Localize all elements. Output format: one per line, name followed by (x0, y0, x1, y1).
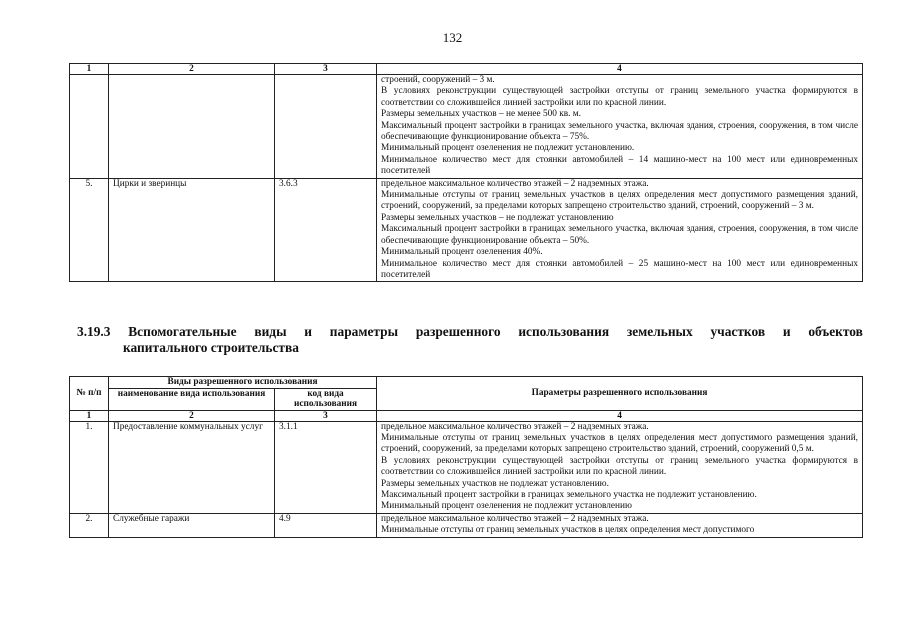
param-line: Максимальный процент застройки в границах земельного участка, включая здания, строения, сооружения, в том числе обеспечивающие функционирование объекта – 75%. (381, 120, 858, 143)
header-use-code: код вида использования (275, 388, 377, 410)
param-line: В условиях реконструкции существующей застройки отступы от границ земельного участка формируются в соответствии со сложившейся линией застройки или по красной линии. (381, 455, 859, 478)
params-cell (377, 178, 863, 282)
column-number: 2 (109, 64, 275, 75)
use-code (275, 75, 377, 179)
param-line: Размеры земельных участков – не менее 500 кв. м. (381, 109, 581, 120)
header-num: № п/п (70, 377, 109, 411)
column-number: 3 (275, 64, 377, 75)
heading-word: виды (254, 324, 287, 339)
table-row (70, 75, 863, 179)
params-cell (377, 75, 863, 179)
param-line: Максимальный процент застройки в границах земельного участка, включая здания, строения, сооружения, в том числе обеспечивающие функционирование объекта – 50%. (381, 224, 858, 246)
param-line: Максимальный процент застройки в границах земельного участка не подлежит установлению. (381, 489, 757, 500)
column-number-row (70, 64, 863, 75)
column-number: 4 (377, 64, 863, 75)
heading-word: земельных (626, 324, 693, 339)
column-number-row (70, 410, 863, 421)
param-line: Минимальный процент озеленения не подлежит установлению (381, 501, 632, 512)
param-line: Минимальные отступы от границ земельных участков в целях определения мест допустимого (381, 525, 755, 536)
use-name (109, 75, 275, 179)
column-number: 3 (275, 410, 377, 421)
param-line: Минимальные отступы от границ земельных участков в целях определения мест допустимого размещения зданий, строений, сооружений, за пределами которых запрещено строительство зданий, строений, сооружений – 3 м. (381, 190, 858, 212)
bottom-table (69, 376, 863, 538)
row-number: 2. (70, 513, 109, 537)
param-line: Минимальный процент озеленения 40%. (381, 247, 543, 258)
table-row (70, 178, 863, 282)
section-heading-line1 (77, 324, 863, 340)
use-code: 4.9 (275, 513, 377, 537)
column-number: 1 (70, 64, 109, 75)
param-line: Размеры земельных участков не подлежат установлению. (381, 478, 609, 489)
param-line: предельное максимальное количество этажей – 2 надземных этажа. (381, 421, 649, 432)
use-name: Предоставление коммунальных услуг (109, 421, 275, 513)
header-row-1 (70, 377, 863, 389)
heading-word: участков (710, 324, 766, 339)
section-number: 3.19.3 (77, 324, 111, 339)
use-code: 3.6.3 (275, 178, 377, 282)
heading-word: объектов (808, 324, 863, 339)
param-line: Минимальное количество мест для стоянки автомобилей – 14 машино-мест на 100 мест или единовременных посетителей (381, 154, 858, 177)
params-cell (377, 513, 863, 537)
use-code: 3.1.1 (275, 421, 377, 513)
column-number: 1 (70, 410, 109, 421)
param-line: В условиях реконструкции существующей застройки отступы от границ земельного участка формируются в соответствии со сложившейся линией застройки или по красной линии. (381, 86, 858, 108)
param-line: строений, сооружений – 3 м. (381, 75, 495, 85)
param-line: предельное максимальное количество этажей – 2 надземных этажа. (381, 178, 649, 189)
header-group: Виды разрешенного использования (109, 377, 377, 389)
use-name: Служебные гаражи (109, 513, 275, 537)
section-heading (77, 324, 863, 356)
row-number (70, 75, 109, 179)
heading-word: параметры (329, 324, 399, 339)
table-row (70, 421, 863, 513)
heading-word: использования (518, 324, 610, 339)
heading-word: Вспомогательные (128, 324, 237, 339)
heading-word: разрешенного (415, 324, 501, 339)
header-params: Параметры разрешенного использования (377, 377, 863, 411)
row-number: 5. (70, 178, 109, 282)
column-number: 2 (109, 410, 275, 421)
column-number: 4 (377, 410, 863, 421)
use-name: Цирки и зверинцы (109, 178, 275, 282)
section-heading-line2: капитального строительства (123, 340, 299, 355)
heading-word: и (304, 324, 313, 339)
param-line: предельное максимальное количество этажей – 2 надземных этажа. (381, 513, 649, 524)
param-line: Минимальное количество мест для стоянки автомобилей – 25 машино-мест на 100 мест или единовременных посетителей (381, 258, 858, 280)
table-row (70, 513, 863, 537)
params-cell (377, 421, 863, 513)
param-line: Размеры земельных участков – не подлежат установлению (381, 212, 614, 223)
heading-word: и (782, 324, 791, 339)
header-use-name: наименование вида использования (109, 388, 275, 410)
row-number: 1. (70, 421, 109, 513)
param-line: Минимальные отступы от границ земельных участков в целях определения мест допустимого размещения зданий, строений, сооружений, за пределами которых запрещено строительство зданий, строений, сооружений 0,5 м. (381, 432, 859, 455)
top-table (69, 63, 863, 282)
param-line: Минимальный процент озеленения не подлежит установлению. (381, 143, 635, 154)
page-number: 132 (442, 30, 463, 45)
